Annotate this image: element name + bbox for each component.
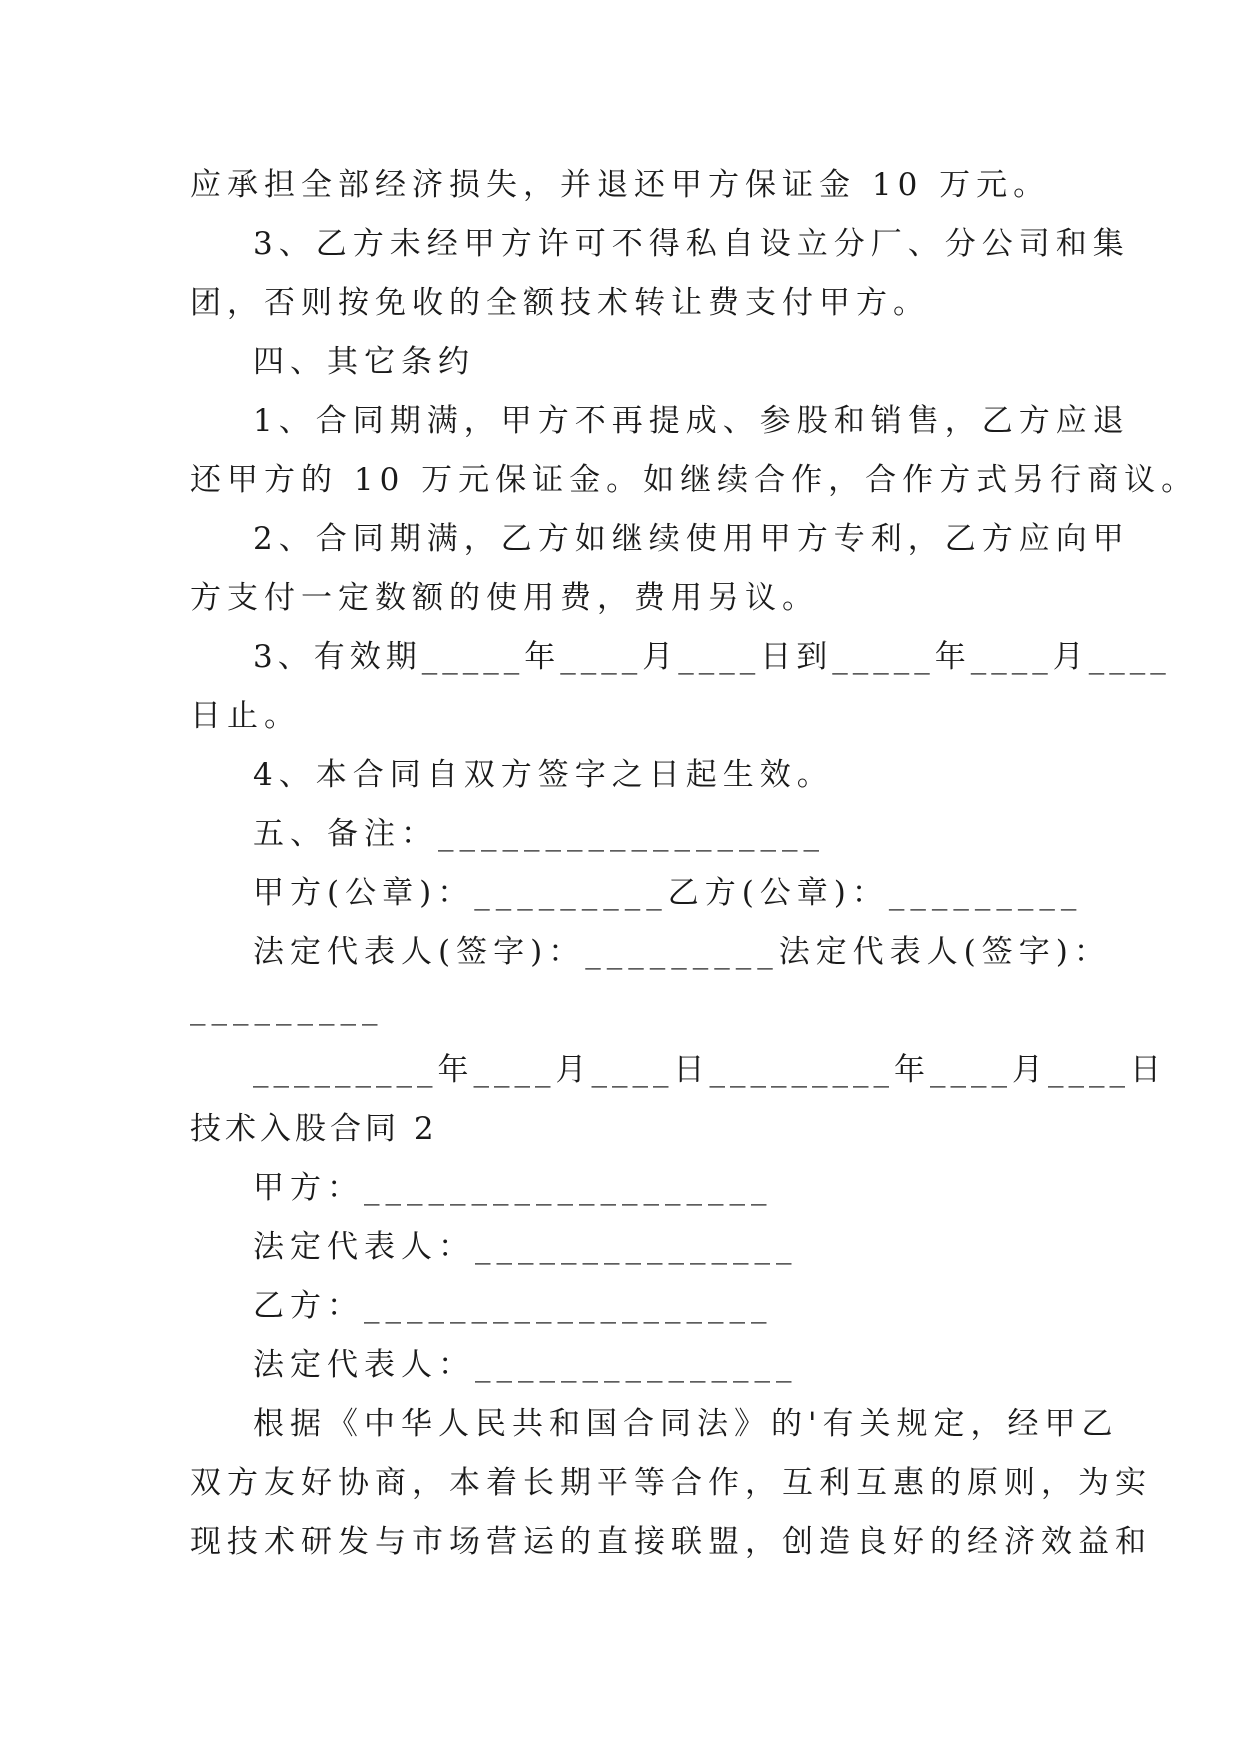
party-line: 法定代表人：_______________ — [253, 1347, 798, 1383]
paragraph-line: 现技术研发与市场营运的直接联盟，创造良好的经济效益和 — [190, 1524, 1152, 1560]
paragraph-line: 日止。 — [190, 698, 301, 734]
date-line: _________年____月____日_________年____月____日 — [253, 1052, 1166, 1088]
section-heading: 五、备注：__________________ — [253, 816, 825, 852]
section-heading: 四、其它条约 — [253, 344, 475, 380]
paragraph-line: 3、有效期_____年____月____日到_____年____月____ — [253, 639, 1171, 675]
paragraph-line: 1、合同期满，甲方不再提成、参股和销售，乙方应退 — [253, 403, 1130, 439]
party-line: 甲方：___________________ — [253, 1170, 773, 1206]
paragraph-line: 根据《中华人民共和国合同法》的'有关规定，经甲乙 — [253, 1406, 1119, 1442]
paragraph-line: 应承担全部经济损失，并退还甲方保证金 10 万元。 — [190, 167, 1051, 203]
party-line: 法定代表人：_______________ — [253, 1229, 798, 1265]
paragraph-line: 4、本合同自双方签字之日起生效。 — [253, 757, 834, 793]
paragraph-line: 团，否则按免收的全额技术转让费支付甲方。 — [190, 285, 930, 321]
paragraph-line: 双方友好协商，本着长期平等合作，互利互惠的原则，为实 — [190, 1465, 1152, 1501]
paragraph-line: 3、乙方未经甲方许可不得私自设立分厂、分公司和集 — [253, 226, 1130, 262]
paragraph-line: 还甲方的 10 万元保证金。如继续合作，合作方式另行商议。 — [190, 462, 1199, 498]
signature-line: _________ — [190, 990, 384, 1026]
party-line: 乙方：___________________ — [253, 1288, 773, 1324]
paragraph-line: 方支付一定数额的使用费，费用另议。 — [190, 580, 819, 616]
signature-line: 法定代表人(签字)：_________法定代表人(签字)： — [253, 934, 1111, 970]
paragraph-line: 2、合同期满，乙方如继续使用甲方专利，乙方应向甲 — [253, 521, 1130, 557]
signature-line: 甲方(公章)：_________乙方(公章)：_________ — [253, 875, 1083, 911]
contract-title: 技术入股合同 2 — [190, 1111, 438, 1147]
